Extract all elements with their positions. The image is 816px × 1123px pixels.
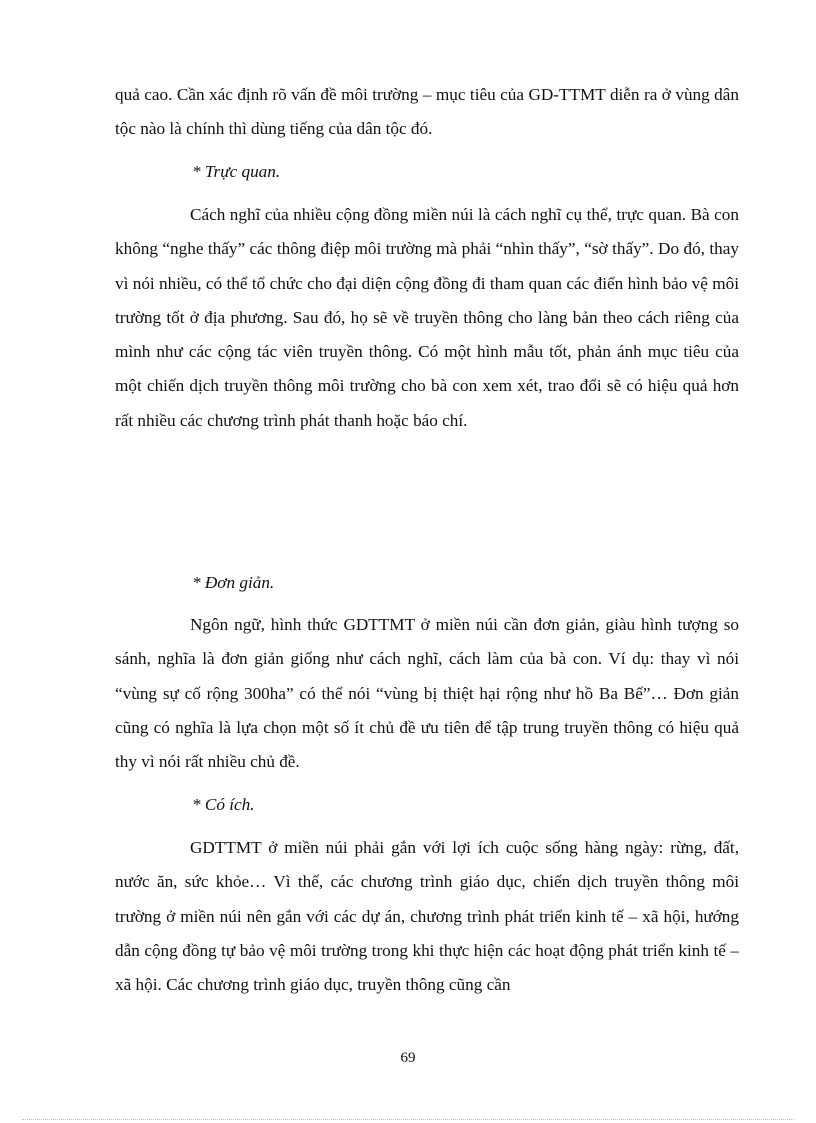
page-number: 69 [400,1050,416,1066]
paragraph-truc-quan: Cách nghĩ của nhiều cộng đồng miền núi là cách nghĩ cụ thể, trực quan. Bà con không “nghe thấy” các thông điệp môi trường mà phải “nhìn thấy”, “sờ thấy”. Do đó, thay vì nói nhiều, có thể tổ chức cho đại diện cộng đồng đi tham quan các điển hình bảo vệ môi trường tốt ở địa phương. Sau đó, họ sẽ về truyền thông cho làng bản theo cách riêng của mình như các cộng tác viên truyền thông. Có một hình mẫu tốt, phản ánh mục tiêu của một chiến dịch truyền thông môi trường cho bà con xem xét, trao đổi sẽ có hiệu quả hơn rất nhiều các chương trình phát thanh hoặc báo chí. [115,205,739,430]
paragraph-continuation: quả cao. Cần xác định rõ vấn đề môi trường – mục tiêu của GD-TTMT diễn ra ở vùng dân tộc nào là chính thì dùng tiếng của dân tộc đó. [115,85,739,139]
heading-don-gian: * Đơn giản. [192,573,275,592]
heading-co-ich: * Có ích. [192,795,255,814]
page-bottom-divider [22,1119,794,1120]
paragraph-co-ich: GDTTMT ở miền núi phải gắn với lợi ích cuộc sống hàng ngày: rừng, đất, nước ăn, sức khỏe… Vì thế, các chương trình giáo dục, chiến dịch truyền thông môi trường ở miền núi nên gắn với các dự án, chương trình phát triển kinh tế – xã hội, hướng dẫn cộng đồng tự bảo vệ môi trường trong khi thực hiện các hoạt động phát triển kinh tế – xã hội. Các chương trình giáo dục, truyền thông cũng cần [115,838,739,995]
heading-truc-quan: * Trực quan. [192,162,281,181]
paragraph-don-gian: Ngôn ngữ, hình thức GDTTMT ở miền núi cần đơn giản, giàu hình tượng so sánh, nghĩa là đơn giản giống như cách nghĩ, cách làm của bà con. Ví dụ: thay vì nói “vùng sự cố rộng 300ha” có thể nói “vùng bị thiệt hại rộng như hồ Ba Bể”… Đơn giản cũng có nghĩa là lựa chọn một số ít chủ đề ưu tiên để tập trung truyền thông có hiệu quả thy vì nói rất nhiều chủ đề. [115,615,739,772]
